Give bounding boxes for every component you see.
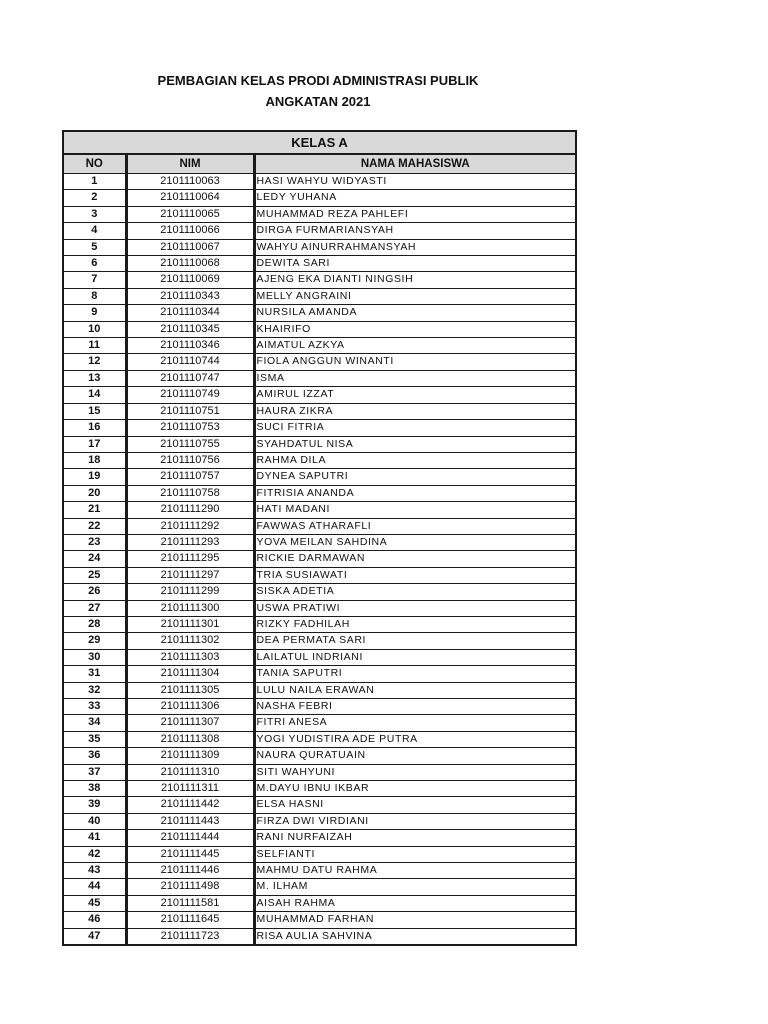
table-row xyxy=(63,338,576,354)
table-row xyxy=(63,600,576,616)
row-no: 29 xyxy=(63,633,126,649)
row-no: 43 xyxy=(63,863,126,879)
row-no: 17 xyxy=(63,436,126,452)
row-no: 25 xyxy=(63,567,126,583)
column-header-nama: NAMA MAHASISWA xyxy=(254,154,576,174)
row-no: 12 xyxy=(63,354,126,370)
table-row xyxy=(63,616,576,632)
table-row xyxy=(63,321,576,337)
column-header-no: NO xyxy=(63,154,126,174)
document-title xyxy=(0,70,636,112)
row-nim: 2101111446 xyxy=(126,863,254,879)
row-nama: HAURA ZIKRA xyxy=(254,403,576,419)
row-nama: NURSILA AMANDA xyxy=(254,305,576,321)
row-nama: HASI WAHYU WIDYASTI xyxy=(254,174,576,190)
row-nim: 2101111309 xyxy=(126,748,254,764)
row-nama: RISA AULIA SAHVINA xyxy=(254,928,576,945)
row-nim: 2101111498 xyxy=(126,879,254,895)
row-no: 28 xyxy=(63,616,126,632)
table-row xyxy=(63,731,576,747)
row-nim: 2101111443 xyxy=(126,813,254,829)
row-nim: 2101110346 xyxy=(126,338,254,354)
table-row xyxy=(63,699,576,715)
table-row xyxy=(63,190,576,206)
row-no: 33 xyxy=(63,699,126,715)
table-row xyxy=(63,682,576,698)
row-no: 8 xyxy=(63,288,126,304)
row-no: 32 xyxy=(63,682,126,698)
row-nim: 2101110068 xyxy=(126,256,254,272)
row-nama: FITRI ANESA xyxy=(254,715,576,731)
row-no: 3 xyxy=(63,206,126,222)
row-nama: NAURA QURATUAIN xyxy=(254,748,576,764)
row-no: 2 xyxy=(63,190,126,206)
row-no: 16 xyxy=(63,420,126,436)
row-nama: FAWWAS ATHARAFLI xyxy=(254,518,576,534)
row-no: 44 xyxy=(63,879,126,895)
row-nama: TANIA SAPUTRI xyxy=(254,666,576,682)
row-no: 27 xyxy=(63,600,126,616)
title-line-2: ANGKATAN 2021 xyxy=(265,94,371,109)
table-row xyxy=(63,305,576,321)
row-no: 6 xyxy=(63,256,126,272)
table-row xyxy=(63,633,576,649)
row-nama: AJENG EKA DIANTI NINGSIH xyxy=(254,272,576,288)
table-row xyxy=(63,518,576,534)
row-nama: DEA PERMATA SARI xyxy=(254,633,576,649)
table-row xyxy=(63,928,576,945)
row-no: 37 xyxy=(63,764,126,780)
row-no: 24 xyxy=(63,551,126,567)
row-nim: 2101111292 xyxy=(126,518,254,534)
row-nim: 2101111723 xyxy=(126,928,254,945)
row-nama: RICKIE DARMAWAN xyxy=(254,551,576,567)
table-row xyxy=(63,830,576,846)
row-nama: YOVA MEILAN SAHDINA xyxy=(254,534,576,550)
row-nama: FITRISIA ANANDA xyxy=(254,485,576,501)
row-nama: WAHYU AINURRAHMANSYAH xyxy=(254,239,576,255)
row-nama: KHAIRIFO xyxy=(254,321,576,337)
row-nama: SYAHDATUL NISA xyxy=(254,436,576,452)
row-no: 22 xyxy=(63,518,126,534)
row-no: 36 xyxy=(63,748,126,764)
row-nim: 2101110757 xyxy=(126,469,254,485)
row-nama: USWA PRATIWI xyxy=(254,600,576,616)
table-row xyxy=(63,370,576,386)
row-nim: 2101111445 xyxy=(126,846,254,862)
row-no: 19 xyxy=(63,469,126,485)
row-nim: 2101111300 xyxy=(126,600,254,616)
row-nama: FIOLA ANGGUN WINANTI xyxy=(254,354,576,370)
table-row xyxy=(63,666,576,682)
row-no: 18 xyxy=(63,452,126,468)
row-nim: 2101111303 xyxy=(126,649,254,665)
row-no: 42 xyxy=(63,846,126,862)
row-nama: HATI MADANI xyxy=(254,502,576,518)
row-no: 39 xyxy=(63,797,126,813)
row-nama: SUCI FITRIA xyxy=(254,420,576,436)
table-row xyxy=(63,534,576,550)
table-row xyxy=(63,403,576,419)
table-row xyxy=(63,485,576,501)
row-nim: 2101110064 xyxy=(126,190,254,206)
table-row xyxy=(63,813,576,829)
row-no: 26 xyxy=(63,584,126,600)
row-nim: 2101111295 xyxy=(126,551,254,567)
row-nama: ELSA HASNI xyxy=(254,797,576,813)
row-no: 14 xyxy=(63,387,126,403)
row-nama: AISAH RAHMA xyxy=(254,895,576,911)
row-no: 23 xyxy=(63,534,126,550)
row-nim: 2101110063 xyxy=(126,174,254,190)
table-row xyxy=(63,452,576,468)
row-nim: 2101110343 xyxy=(126,288,254,304)
row-nama: AIMATUL AZKYA xyxy=(254,338,576,354)
table-row xyxy=(63,387,576,403)
row-nim: 2101110756 xyxy=(126,452,254,468)
row-nim: 2101110069 xyxy=(126,272,254,288)
row-no: 5 xyxy=(63,239,126,255)
table-row xyxy=(63,551,576,567)
row-nim: 2101110066 xyxy=(126,223,254,239)
row-no: 31 xyxy=(63,666,126,682)
row-no: 21 xyxy=(63,502,126,518)
table-row xyxy=(63,781,576,797)
row-nama: SISKA ADETIA xyxy=(254,584,576,600)
row-nama: RIZKY FADHILAH xyxy=(254,616,576,632)
row-nama: TRIA SUSIAWATI xyxy=(254,567,576,583)
table-row xyxy=(63,715,576,731)
class-roster-table xyxy=(62,130,577,946)
table-row xyxy=(63,764,576,780)
row-no: 38 xyxy=(63,781,126,797)
row-nama: ISMA xyxy=(254,370,576,386)
row-nim: 2101111442 xyxy=(126,797,254,813)
row-nama: DIRGA FURMARIANSYAH xyxy=(254,223,576,239)
row-nim: 2101110744 xyxy=(126,354,254,370)
row-nama: NASHA FEBRI xyxy=(254,699,576,715)
row-nama: SELFIANTI xyxy=(254,846,576,862)
table-row xyxy=(63,288,576,304)
row-nim: 2101110067 xyxy=(126,239,254,255)
table-row xyxy=(63,354,576,370)
table-row xyxy=(63,846,576,862)
row-no: 40 xyxy=(63,813,126,829)
row-nama: MUHAMMAD REZA PAHLEFI xyxy=(254,206,576,222)
row-nama: FIRZA DWI VIRDIANI xyxy=(254,813,576,829)
row-nim: 2101111305 xyxy=(126,682,254,698)
title-line-1: PEMBAGIAN KELAS PRODI ADMINISTRASI PUBLIK xyxy=(157,73,479,88)
row-nama: YOGI YUDISTIRA ADE PUTRA xyxy=(254,731,576,747)
row-nim: 2101111444 xyxy=(126,830,254,846)
column-header-nim: NIM xyxy=(126,154,254,174)
table-row xyxy=(63,863,576,879)
row-nim: 2101110751 xyxy=(126,403,254,419)
row-no: 45 xyxy=(63,895,126,911)
table-row xyxy=(63,912,576,928)
row-no: 15 xyxy=(63,403,126,419)
table-row xyxy=(63,469,576,485)
row-no: 47 xyxy=(63,928,126,945)
row-no: 34 xyxy=(63,715,126,731)
row-nim: 2101111299 xyxy=(126,584,254,600)
table-row xyxy=(63,567,576,583)
table-row xyxy=(63,239,576,255)
row-nim: 2101110344 xyxy=(126,305,254,321)
row-nim: 2101111290 xyxy=(126,502,254,518)
row-nama: SITI WAHYUNI xyxy=(254,764,576,780)
row-no: 1 xyxy=(63,174,126,190)
row-nim: 2101110747 xyxy=(126,370,254,386)
row-nim: 2101111302 xyxy=(126,633,254,649)
row-nama: RAHMA DILA xyxy=(254,452,576,468)
row-nama: AMIRUL IZZAT xyxy=(254,387,576,403)
row-no: 30 xyxy=(63,649,126,665)
table-row xyxy=(63,256,576,272)
row-no: 11 xyxy=(63,338,126,354)
table-row xyxy=(63,272,576,288)
row-no: 46 xyxy=(63,912,126,928)
table-row xyxy=(63,174,576,190)
row-no: 35 xyxy=(63,731,126,747)
table-row xyxy=(63,436,576,452)
row-nim: 2101110749 xyxy=(126,387,254,403)
row-nim: 2101110753 xyxy=(126,420,254,436)
row-nim: 2101111308 xyxy=(126,731,254,747)
table-row xyxy=(63,584,576,600)
row-nim: 2101111304 xyxy=(126,666,254,682)
row-no: 7 xyxy=(63,272,126,288)
table-row xyxy=(63,895,576,911)
row-nama: MAHMU DATU RAHMA xyxy=(254,863,576,879)
row-nama: RANI NURFAIZAH xyxy=(254,830,576,846)
class-header-row xyxy=(63,131,576,154)
row-nim: 2101111293 xyxy=(126,534,254,550)
table-row xyxy=(63,502,576,518)
row-nim: 2101111581 xyxy=(126,895,254,911)
row-no: 4 xyxy=(63,223,126,239)
row-nama: LEDY YUHANA xyxy=(254,190,576,206)
row-nama: DEWITA SARI xyxy=(254,256,576,272)
row-no: 13 xyxy=(63,370,126,386)
table-row xyxy=(63,748,576,764)
row-nim: 2101110755 xyxy=(126,436,254,452)
table-row xyxy=(63,223,576,239)
row-nama: M.DAYU IBNU IKBAR xyxy=(254,781,576,797)
row-nim: 2101110758 xyxy=(126,485,254,501)
row-no: 9 xyxy=(63,305,126,321)
row-nim: 2101111645 xyxy=(126,912,254,928)
table-row xyxy=(63,649,576,665)
table-row xyxy=(63,797,576,813)
row-nim: 2101111306 xyxy=(126,699,254,715)
column-header-row xyxy=(63,154,576,174)
row-nim: 2101111307 xyxy=(126,715,254,731)
row-nama: MELLY ANGRAINI xyxy=(254,288,576,304)
row-no: 20 xyxy=(63,485,126,501)
row-nama: LAILATUL INDRIANI xyxy=(254,649,576,665)
row-nama: LULU NAILA ERAWAN xyxy=(254,682,576,698)
roster-body xyxy=(63,174,576,946)
table-row xyxy=(63,206,576,222)
row-nim: 2101111311 xyxy=(126,781,254,797)
class-name: KELAS A xyxy=(63,131,576,154)
row-nim: 2101111310 xyxy=(126,764,254,780)
row-no: 41 xyxy=(63,830,126,846)
row-nim: 2101111301 xyxy=(126,616,254,632)
row-no: 10 xyxy=(63,321,126,337)
row-nama: DYNEA SAPUTRI xyxy=(254,469,576,485)
row-nim: 2101111297 xyxy=(126,567,254,583)
row-nim: 2101110065 xyxy=(126,206,254,222)
table-row xyxy=(63,420,576,436)
table-row xyxy=(63,879,576,895)
row-nim: 2101110345 xyxy=(126,321,254,337)
row-nama: M. ILHAM xyxy=(254,879,576,895)
row-nama: MUHAMMAD FARHAN xyxy=(254,912,576,928)
